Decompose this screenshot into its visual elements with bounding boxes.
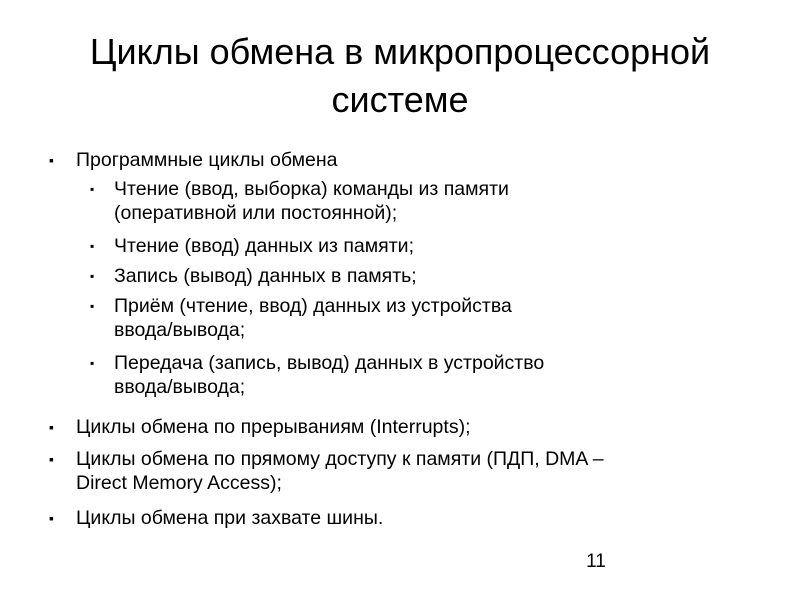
sub-bullet-item bbox=[90, 234, 414, 258]
bullet-text: Запись (вывод) данных в память; bbox=[114, 265, 417, 287]
bullet-icon: ▪ bbox=[90, 182, 95, 196]
page-number: 11 bbox=[586, 551, 606, 572]
bullet-item bbox=[49, 148, 338, 172]
bullet-text-line-2: (оперативной или постоянной); bbox=[114, 202, 398, 224]
bullet-icon: ▪ bbox=[90, 299, 95, 313]
sub-bullet-item bbox=[90, 177, 509, 225]
sub-bullet-item bbox=[90, 294, 512, 342]
bullet-text-line-1: Циклы обмена по прямому доступу к памяти (ПДП, DMA – bbox=[76, 448, 604, 470]
bullet-text: Циклы обмена по прерываниям (Interrupts); bbox=[76, 416, 471, 438]
bullet-text-line-2: ввода/вывода; bbox=[114, 319, 246, 341]
slide-title-line-1: Циклы обмена в микропроцессорной bbox=[89, 31, 711, 72]
bullet-icon: ▪ bbox=[49, 152, 54, 168]
sub-bullet-item bbox=[90, 264, 417, 288]
bullet-icon: ▪ bbox=[49, 510, 54, 526]
bullet-item bbox=[49, 415, 471, 439]
bullet-text-line-1: Приём (чтение, ввод) данных из устройства bbox=[114, 295, 512, 317]
bullet-item bbox=[49, 506, 384, 530]
bullet-text-line-2: ввода/вывода; bbox=[114, 376, 246, 398]
sub-bullet-item bbox=[90, 351, 545, 399]
bullet-text: Программные циклы обмена bbox=[76, 149, 338, 171]
slide-title-line-2: системе bbox=[331, 79, 469, 120]
bullet-text: Циклы обмена при захвате шины. bbox=[76, 507, 384, 529]
bullet-icon: ▪ bbox=[90, 269, 95, 283]
bullet-text-line-1: Чтение (ввод, выборка) команды из памяти bbox=[114, 178, 509, 200]
bullet-text-line-1: Передача (запись, вывод) данных в устройство bbox=[114, 352, 545, 374]
bullet-icon: ▪ bbox=[49, 419, 54, 435]
bullet-icon: ▪ bbox=[49, 451, 54, 467]
bullet-item bbox=[49, 447, 604, 495]
bullet-text: Чтение (ввод) данных из памяти; bbox=[114, 235, 414, 257]
bullet-icon: ▪ bbox=[90, 239, 95, 253]
bullet-text-line-2: Direct Memory Access); bbox=[76, 472, 282, 494]
bullet-icon: ▪ bbox=[90, 356, 95, 370]
